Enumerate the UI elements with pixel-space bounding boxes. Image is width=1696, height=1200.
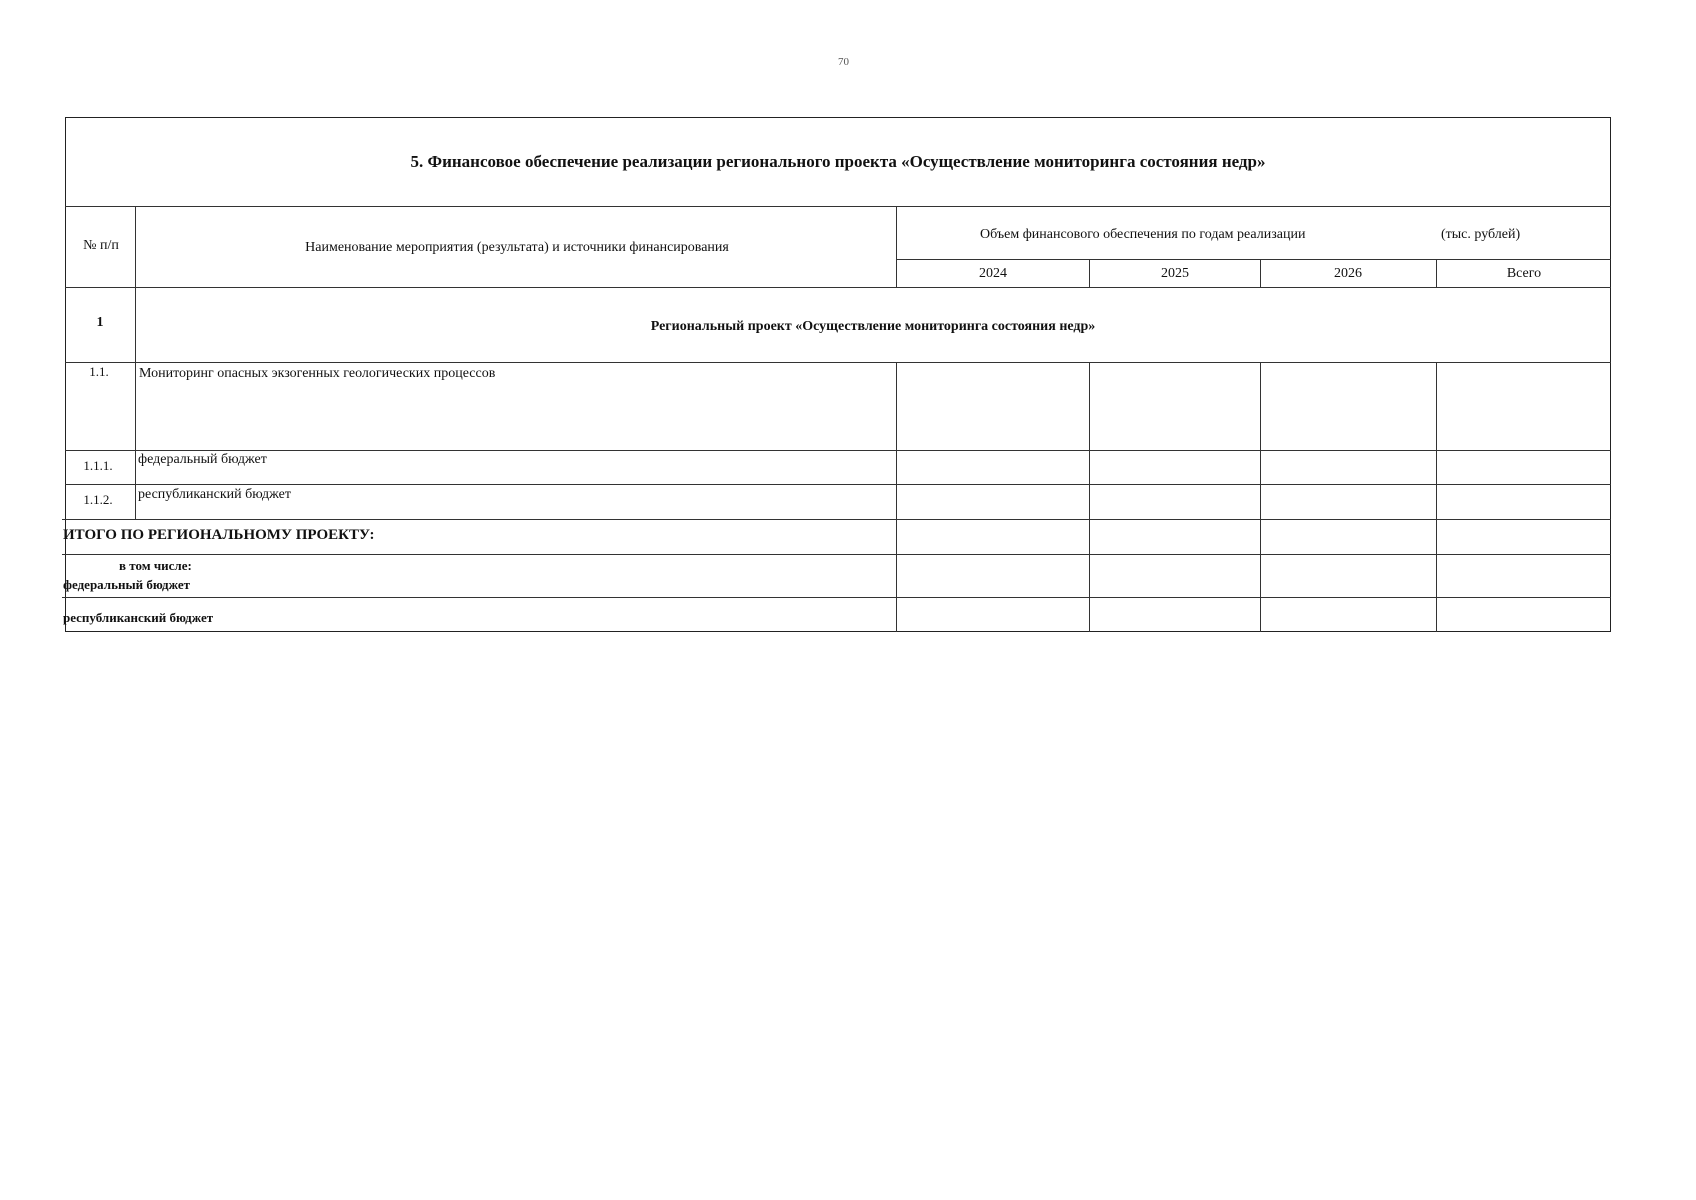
- row-1-num: 1.1.: [89, 364, 109, 379]
- col-divider-2025-header: [1260, 259, 1261, 287]
- header-year-2026: 2026: [1334, 266, 1362, 281]
- rule-below-federal: [62, 597, 1611, 598]
- col-divider-2024-header: [1089, 259, 1090, 287]
- col-divider-num: [135, 206, 136, 519]
- col-divider-2025: [1260, 362, 1261, 632]
- rule-below-row-3: [62, 519, 1611, 520]
- col-divider-2026-header: [1436, 259, 1437, 287]
- header-unit: (тыс. рублей): [1441, 227, 1521, 242]
- header-year-2024: 2024: [979, 266, 1007, 281]
- row-2-num: 1.1.1.: [83, 458, 113, 473]
- header-volume: Объем финансового обеспечения по годам реализации: [980, 227, 1306, 242]
- col-divider-name-header: [896, 206, 897, 287]
- row-1-name: Мониторинг опасных экзогенных геологических процессов: [139, 366, 496, 381]
- page-number: 70: [838, 56, 849, 68]
- rule-below-project-row: [65, 362, 1611, 363]
- including-label: в том числе:: [119, 558, 192, 573]
- project-num: 1: [96, 315, 104, 330]
- header-total: Всего: [1506, 266, 1542, 281]
- col-divider-2024: [1089, 362, 1090, 632]
- row-2-name: федеральный бюджет: [138, 452, 267, 467]
- project-name: Региональный проект «Осуществление мониторинга состояния недр»: [650, 319, 1096, 334]
- rule-below-row-1: [65, 450, 1611, 451]
- rule-below-row-2: [65, 484, 1611, 485]
- total-label: ИТОГО ПО РЕГИОНАЛЬНОМУ ПРОЕКТУ:: [63, 527, 375, 543]
- table-title: 5. Финансовое обеспечение реализации регионального проекта «Осуществление мониторинга состояния недр»: [410, 152, 1266, 171]
- row-3-num: 1.1.2.: [83, 492, 113, 507]
- rule-below-title: [65, 206, 1611, 207]
- rule-below-volume-label: [896, 259, 1611, 260]
- header-name: Наименование мероприятия (результата) и источники финансирования: [305, 240, 729, 255]
- rule-below-header: [65, 287, 1611, 288]
- total-republic-label: республиканский бюджет: [63, 610, 214, 625]
- col-divider-2026: [1436, 362, 1437, 632]
- header-year-2025: 2025: [1161, 266, 1189, 281]
- header-num: № п/п: [83, 238, 119, 253]
- row-3-name: республиканский бюджет: [138, 487, 291, 502]
- col-divider-name: [896, 362, 897, 632]
- rule-below-total: [62, 554, 1611, 555]
- total-federal-label: федеральный бюджет: [63, 577, 191, 592]
